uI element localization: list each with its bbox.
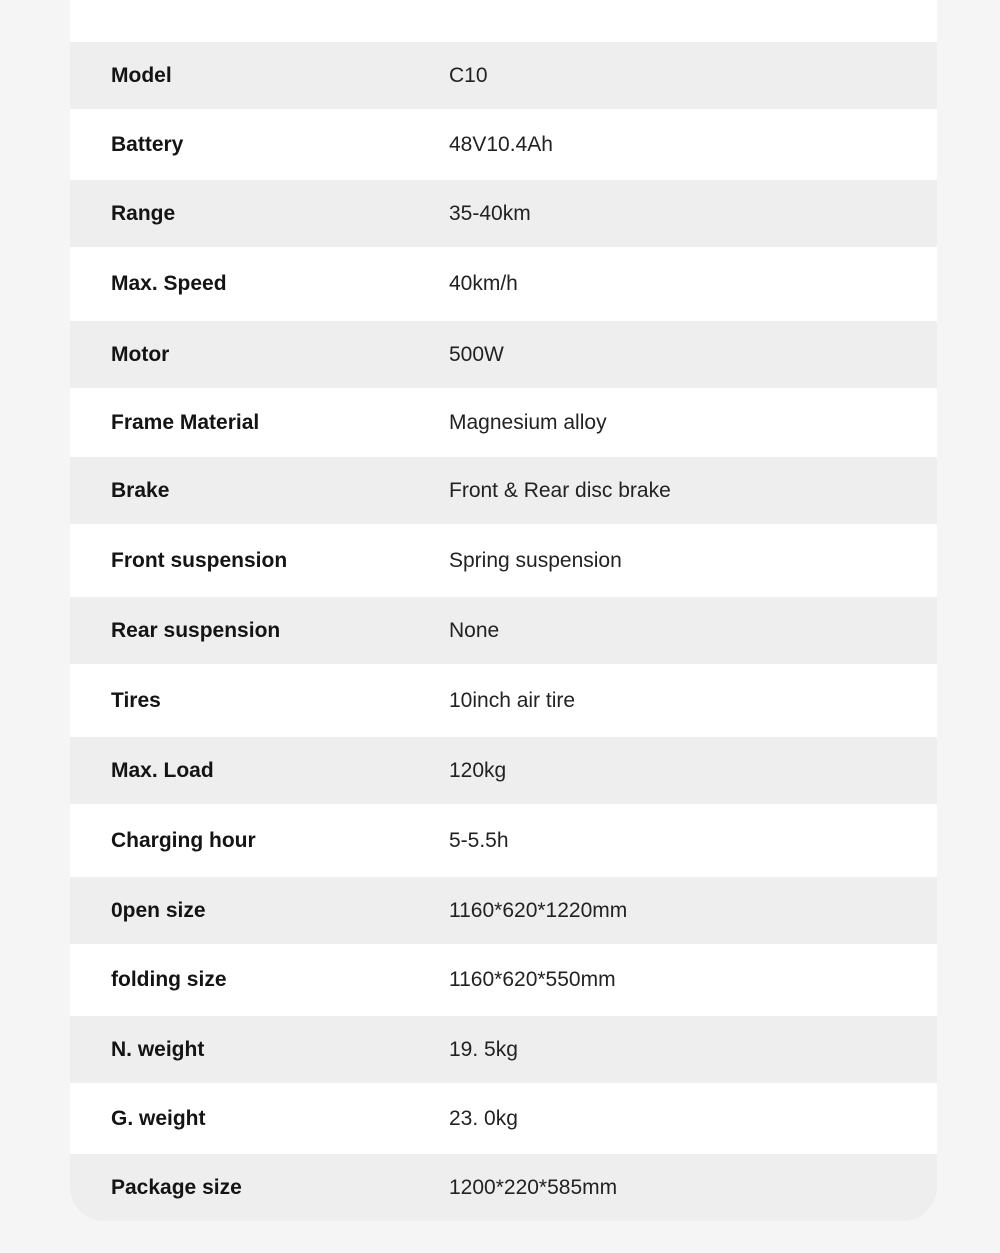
spec-value: 1200*220*585mm	[449, 1175, 618, 1199]
spec-row-rear-suspension	[70, 597, 937, 664]
spec-label: folding size	[111, 968, 227, 991]
spec-label: Range	[111, 201, 176, 225]
spec-value: Magnesium alloy	[449, 410, 607, 434]
spec-value: Front & Rear disc brake	[449, 478, 671, 502]
spec-value: 500W	[449, 342, 504, 366]
spec-row-package-size	[70, 1154, 937, 1221]
spec-row-charging-hour	[70, 804, 937, 877]
spec-value: 40km/h	[449, 272, 518, 295]
spec-row-folding-size	[70, 944, 937, 1016]
spec-row-front-suspension	[70, 524, 937, 597]
spec-label: Tires	[111, 688, 161, 712]
spec-label: 0pen size	[111, 898, 206, 922]
spec-value: None	[449, 618, 500, 642]
spec-value: 10inch air tire	[449, 688, 576, 712]
spec-row-max-load	[70, 737, 937, 804]
spec-label: Model	[111, 63, 172, 87]
spec-value: C10	[449, 63, 488, 87]
spec-row-motor	[70, 321, 937, 388]
spec-value: 120kg	[449, 758, 507, 782]
spec-value: 23. 0kg	[449, 1106, 518, 1130]
spec-label: G. weight	[111, 1106, 206, 1130]
spec-label: Max. Speed	[111, 272, 227, 295]
spec-label: N. weight	[111, 1037, 205, 1061]
spec-value: 1160*620*1220mm	[449, 898, 628, 922]
spec-value: 19. 5kg	[449, 1037, 518, 1061]
spec-label: Motor	[111, 342, 170, 366]
spec-label: Brake	[111, 478, 170, 502]
spec-label: Battery	[111, 132, 184, 156]
spec-row-max-speed	[70, 247, 937, 321]
spec-label: Package size	[111, 1175, 242, 1199]
spec-row-tires	[70, 664, 937, 737]
spec-row-frame-material	[70, 388, 937, 457]
spec-value: Spring suspension	[449, 548, 622, 572]
spec-value: 5-5.5h	[449, 828, 509, 852]
spec-value: 48V10.4Ah	[449, 132, 553, 156]
spec-row-model	[70, 42, 937, 109]
spec-value: 35-40km	[449, 201, 531, 225]
spec-label: Rear suspension	[111, 618, 281, 642]
spec-row-battery	[70, 109, 937, 180]
spec-label: Charging hour	[111, 828, 256, 852]
spec-label: Max. Load	[111, 758, 214, 782]
spec-row-open-size	[70, 877, 937, 944]
spec-label: Front suspension	[111, 548, 288, 572]
spec-label: Frame Material	[111, 410, 260, 434]
spec-row-range	[70, 180, 937, 247]
spec-row-gross-weight	[70, 1083, 937, 1154]
spec-row-net-weight	[70, 1016, 937, 1083]
spec-row-brake	[70, 457, 937, 524]
card-top-padding	[70, 0, 937, 42]
spec-table-card	[70, 0, 937, 1221]
spec-value: 1160*620*550mm	[449, 968, 616, 991]
